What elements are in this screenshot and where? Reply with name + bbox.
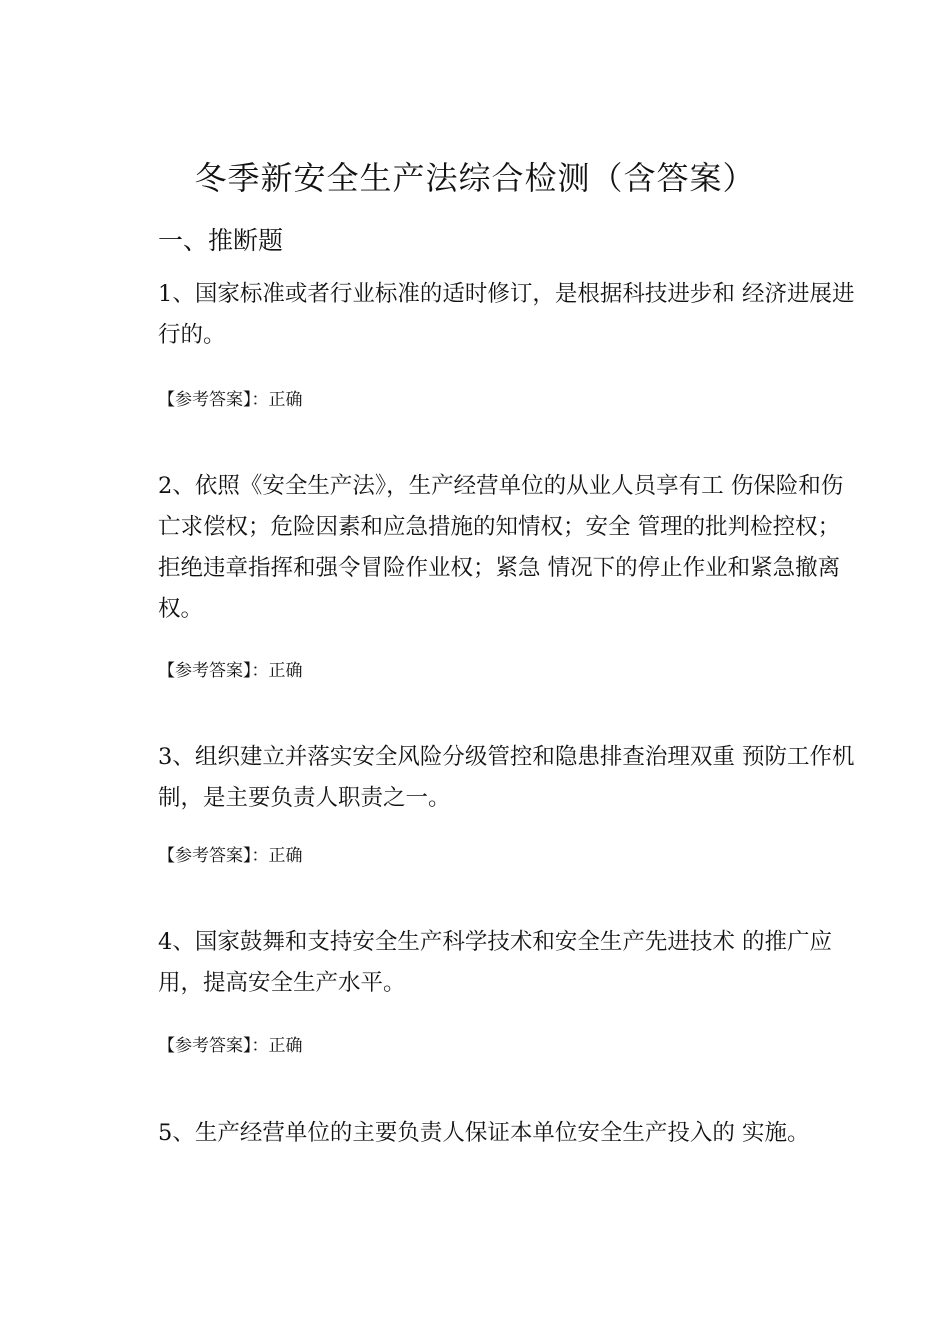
answer-value: 正确 (268, 661, 303, 681)
answer-value: 正确 (268, 846, 303, 866)
question-1 (158, 274, 858, 356)
answer-1 (158, 387, 303, 413)
answer-value: 正确 (268, 390, 303, 410)
answer-value: 正确 (268, 1036, 303, 1056)
answer-label: 【参考答案】： (158, 661, 269, 681)
question-number: 3、 (158, 744, 195, 770)
answer-label: 【参考答案】： (158, 1036, 269, 1056)
answer-4 (158, 1033, 303, 1059)
question-4 (158, 922, 858, 1004)
answer-label: 【参考答案】： (158, 846, 269, 866)
answer-label: 【参考答案】： (158, 390, 269, 410)
question-5 (158, 1113, 858, 1154)
question-2 (158, 466, 858, 630)
question-3 (158, 737, 858, 819)
question-number: 1、 (158, 281, 195, 307)
document-title: 冬季新安全生产法综合检测（含答案） (194, 159, 756, 197)
answer-2 (158, 658, 303, 684)
question-number: 4、 (158, 929, 195, 955)
question-text: 生产经营单位的主要负责人保证本单位安全生产投入的 实施。 (194, 1120, 810, 1146)
question-text: 依照《安全生产法》，生产经营单位的从业人员享有工 伤保险和伤亡求偿权；危险因素和应急措施的知情权；安全 管理的批判检控权；拒绝违章指挥和强令冒险作业权；紧急 情况下的停止作业和紧急撤离权。 (158, 473, 844, 622)
section-heading: 一、推断题 (158, 226, 284, 255)
question-text: 国家标准或者行业标准的适时修订，是根据科技进步和 经济进展进行的。 (158, 281, 855, 348)
question-number: 2、 (158, 473, 195, 499)
answer-3 (158, 843, 303, 869)
question-number: 5、 (158, 1120, 195, 1146)
question-text: 国家鼓舞和支持安全生产科学技术和安全生产先进技术 的推广应用，提高安全生产水平。 (158, 929, 832, 996)
question-text: 组织建立并落实安全风险分级管控和隐患排查治理双重 预防工作机制，是主要负责人职责之一。 (158, 744, 855, 811)
